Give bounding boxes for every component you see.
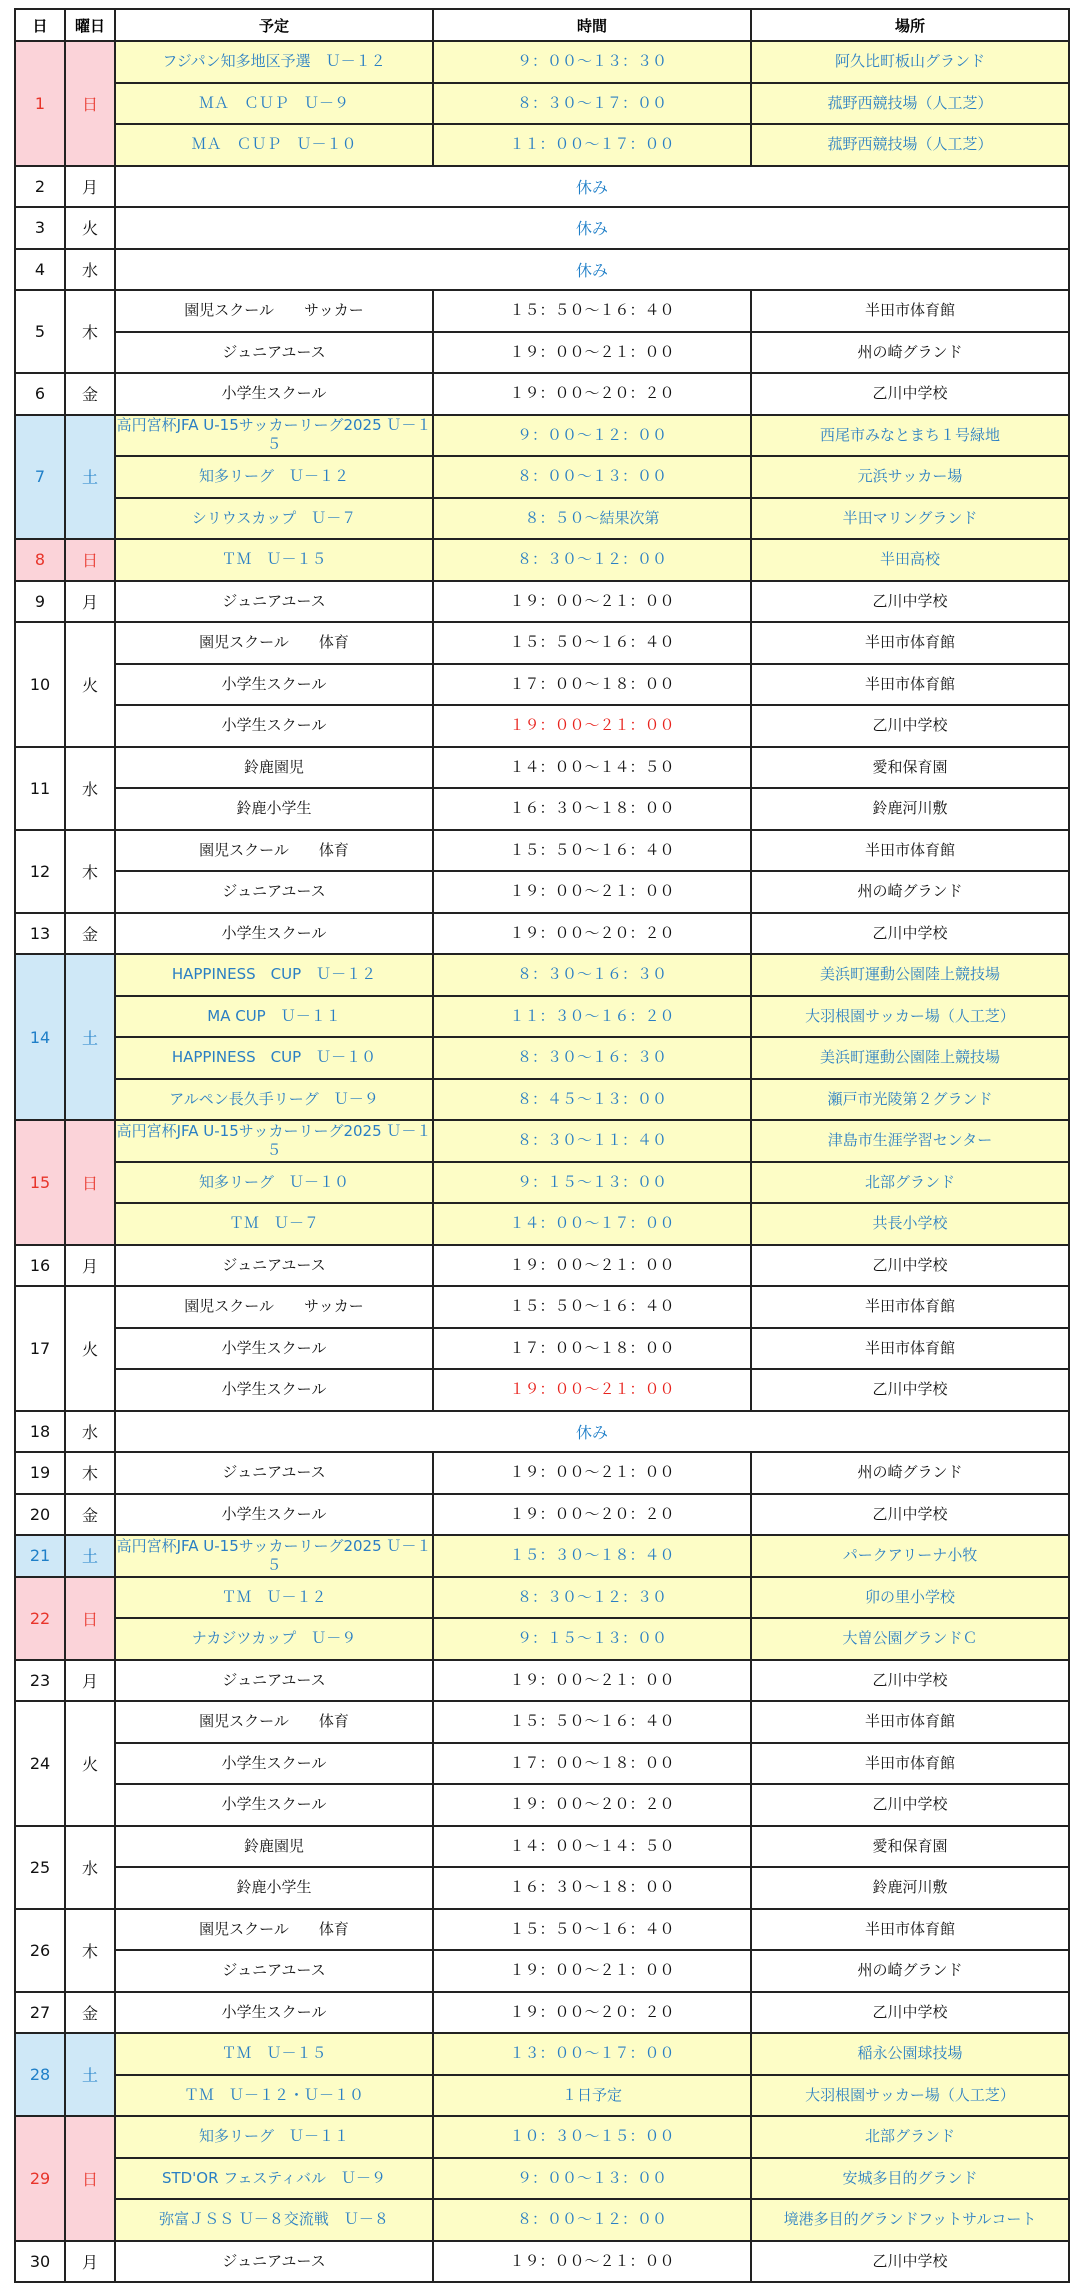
off-day-label: 休み [115, 249, 1069, 291]
day-cell: 19 [15, 1452, 65, 1494]
table-row [15, 1784, 1069, 1826]
place-cell: 半田高校 [751, 539, 1069, 581]
place-cell: 半田市体育館 [751, 1701, 1069, 1743]
table-row [15, 871, 1069, 913]
event-cell: 園児スクール 体育 [115, 1909, 433, 1951]
weekday-cell: 月 [65, 2241, 115, 2283]
day-cell: 14 [15, 954, 65, 1120]
time-cell: ８：００～１２：００ [433, 2199, 751, 2241]
event-cell: ジュニアユース [115, 1660, 433, 1702]
day-cell: 17 [15, 1286, 65, 1411]
event-cell: 知多リーグ Ｕ－１０ [115, 1162, 433, 1204]
place-cell: 津島市生涯学習センター [751, 1120, 1069, 1162]
place-cell: 乙川中学校 [751, 1369, 1069, 1411]
place-cell: 乙川中学校 [751, 1992, 1069, 2034]
event-cell: ＴＭ Ｕ－１５ [115, 2033, 433, 2075]
schedule-body [15, 41, 1069, 2282]
table-row [15, 1618, 1069, 1660]
time-cell: １９：００～２０：２０ [433, 1992, 751, 2034]
place-cell: 鈴鹿河川敷 [751, 1867, 1069, 1909]
time-cell: １５：５０～１６：４０ [433, 290, 751, 332]
weekday-cell: 日 [65, 41, 115, 166]
time-cell: １９：００～２１：００ [433, 705, 751, 747]
time-cell: １９：００～２１：００ [433, 1245, 751, 1287]
table-row [15, 1867, 1069, 1909]
place-cell: 美浜町運動公園陸上競技場 [751, 954, 1069, 996]
time-cell: １７：００～１８：００ [433, 1743, 751, 1785]
place-cell: 西尾市みなとまち１号緑地 [751, 415, 1069, 457]
place-cell: 乙川中学校 [751, 1494, 1069, 1536]
header-place: 場所 [751, 9, 1069, 41]
weekday-cell: 土 [65, 954, 115, 1120]
weekday-cell: 金 [65, 913, 115, 955]
time-cell: １５：５０～１６：４０ [433, 1701, 751, 1743]
time-cell: ９：１５～１３：００ [433, 1618, 751, 1660]
table-row [15, 581, 1069, 623]
day-cell: 11 [15, 747, 65, 830]
event-cell: 小学生スクール [115, 1494, 433, 1536]
event-cell: アルペン長久手リーグ Ｕ－９ [115, 1079, 433, 1121]
day-cell: 12 [15, 830, 65, 913]
event-cell: STD'OR フェスティバル Ｕ－９ [115, 2158, 433, 2200]
table-row [15, 1909, 1069, 1951]
table-row [15, 2241, 1069, 2283]
time-cell: ８：３０～１２：３０ [433, 1577, 751, 1619]
event-cell: 小学生スクール [115, 1784, 433, 1826]
header-row [15, 9, 1069, 41]
weekday-cell: 月 [65, 1660, 115, 1702]
event-cell: 小学生スクール [115, 913, 433, 955]
place-cell: 大羽根園サッカー場（人工芝） [751, 996, 1069, 1038]
table-row [15, 954, 1069, 996]
place-cell: 阿久比町板山グランド [751, 41, 1069, 83]
event-cell: 園児スクール 体育 [115, 622, 433, 664]
table-row [15, 373, 1069, 415]
table-row [15, 498, 1069, 540]
place-cell: 共長小学校 [751, 1203, 1069, 1245]
table-row [15, 1992, 1069, 2034]
place-cell: 乙川中学校 [751, 1245, 1069, 1287]
time-cell: １日予定 [433, 2075, 751, 2117]
table-row [15, 1452, 1069, 1494]
place-cell: 元浜サッカー場 [751, 456, 1069, 498]
event-cell: ナカジツカップ Ｕ－９ [115, 1618, 433, 1660]
table-row [15, 705, 1069, 747]
time-cell: １５：３０～１８：４０ [433, 1535, 751, 1577]
place-cell: 北部グランド [751, 1162, 1069, 1204]
place-cell: 大羽根園サッカー場（人工芝） [751, 2075, 1069, 2117]
weekday-cell: 火 [65, 1286, 115, 1411]
time-cell: １９：００～２１：００ [433, 1452, 751, 1494]
time-cell: １５：５０～１６：４０ [433, 1909, 751, 1951]
place-cell: 瀬戸市光陵第２グランド [751, 1079, 1069, 1121]
event-cell: 高円宮杯JFA U-15サッカーリーグ2025 Ｕ－１５ [115, 1535, 433, 1577]
place-cell: 州の崎グランド [751, 1452, 1069, 1494]
place-cell: 乙川中学校 [751, 913, 1069, 955]
event-cell: 園児スクール サッカー [115, 290, 433, 332]
time-cell: １９：００～２１：００ [433, 1369, 751, 1411]
header-time: 時間 [433, 9, 751, 41]
table-row [15, 1577, 1069, 1619]
time-cell: ８：００～１３：００ [433, 456, 751, 498]
event-cell: ジュニアユース [115, 2241, 433, 2283]
place-cell: 愛和保育園 [751, 747, 1069, 789]
place-cell: 州の崎グランド [751, 871, 1069, 913]
time-cell: １０：３０～１５：００ [433, 2116, 751, 2158]
table-row [15, 41, 1069, 83]
schedule-table [14, 8, 1070, 2283]
event-cell: 高円宮杯JFA U-15サッカーリーグ2025 Ｕ－１５ [115, 1120, 433, 1162]
weekday-cell: 火 [65, 207, 115, 249]
place-cell: 鈴鹿河川敷 [751, 788, 1069, 830]
weekday-cell: 火 [65, 622, 115, 747]
place-cell: 境港多目的グランドフットサルコート [751, 2199, 1069, 2241]
day-cell: 28 [15, 2033, 65, 2116]
time-cell: １３：００～１７：００ [433, 2033, 751, 2075]
table-row [15, 290, 1069, 332]
time-cell: ９：００～１２：００ [433, 415, 751, 457]
time-cell: ８：３０～１７：００ [433, 83, 751, 125]
time-cell: ９：１５～１３：００ [433, 1162, 751, 1204]
table-row [15, 1328, 1069, 1370]
day-cell: 8 [15, 539, 65, 581]
place-cell: パークアリーナ小牧 [751, 1535, 1069, 1577]
day-cell: 13 [15, 913, 65, 955]
event-cell: 鈴鹿園児 [115, 1826, 433, 1868]
weekday-cell: 金 [65, 1992, 115, 2034]
time-cell: １９：００～２０：２０ [433, 913, 751, 955]
table-row [15, 1037, 1069, 1079]
table-row [15, 622, 1069, 664]
weekday-cell: 水 [65, 747, 115, 830]
event-cell: 園児スクール サッカー [115, 1286, 433, 1328]
day-cell: 1 [15, 41, 65, 166]
event-cell: ＴＭ Ｕ－７ [115, 1203, 433, 1245]
table-row [15, 2158, 1069, 2200]
table-row [15, 166, 1069, 208]
place-cell: 半田市体育館 [751, 830, 1069, 872]
event-cell: 鈴鹿園児 [115, 747, 433, 789]
table-row [15, 1826, 1069, 1868]
event-cell: 高円宮杯JFA U-15サッカーリーグ2025 Ｕ－１５ [115, 415, 433, 457]
place-cell: 乙川中学校 [751, 373, 1069, 415]
table-row [15, 2116, 1069, 2158]
table-row [15, 1079, 1069, 1121]
weekday-cell: 水 [65, 1411, 115, 1453]
time-cell: ８：３０～１６：３０ [433, 954, 751, 996]
day-cell: 29 [15, 2116, 65, 2241]
place-cell: 愛和保育園 [751, 1826, 1069, 1868]
table-row [15, 1245, 1069, 1287]
time-cell: ８：５０～結果次第 [433, 498, 751, 540]
event-cell: ＴＭ Ｕ－１５ [115, 539, 433, 581]
table-row [15, 83, 1069, 125]
time-cell: １９：００～２１：００ [433, 1950, 751, 1992]
event-cell: MA CUP Ｕ－１１ [115, 996, 433, 1038]
place-cell: 半田マリングランド [751, 498, 1069, 540]
event-cell: 知多リーグ Ｕ－１１ [115, 2116, 433, 2158]
place-cell: 州の崎グランド [751, 332, 1069, 374]
place-cell: 半田市体育館 [751, 1286, 1069, 1328]
place-cell: 安城多目的グランド [751, 2158, 1069, 2200]
place-cell: 大曽公園グランドＣ [751, 1618, 1069, 1660]
day-cell: 6 [15, 373, 65, 415]
place-cell: 州の崎グランド [751, 1950, 1069, 1992]
table-row [15, 332, 1069, 374]
table-row [15, 1660, 1069, 1702]
event-cell: ＴＭ Ｕ－１２ [115, 1577, 433, 1619]
weekday-cell: 日 [65, 1120, 115, 1245]
weekday-cell: 月 [65, 581, 115, 623]
event-cell: シリウスカップ Ｕ－７ [115, 498, 433, 540]
table-row [15, 1535, 1069, 1577]
place-cell: 乙川中学校 [751, 581, 1069, 623]
time-cell: １１：００～１７：００ [433, 124, 751, 166]
event-cell: ＭＡ ＣＵＰ Ｕ－９ [115, 83, 433, 125]
day-cell: 2 [15, 166, 65, 208]
event-cell: 小学生スクール [115, 664, 433, 706]
day-cell: 3 [15, 207, 65, 249]
weekday-cell: 水 [65, 249, 115, 291]
event-cell: 小学生スクール [115, 1369, 433, 1411]
event-cell: 弥富ＪＳＳ Ｕ－８交流戦 Ｕ－８ [115, 2199, 433, 2241]
header-weekday: 曜日 [65, 9, 115, 41]
table-row [15, 913, 1069, 955]
weekday-cell: 日 [65, 539, 115, 581]
day-cell: 27 [15, 1992, 65, 2034]
weekday-cell: 土 [65, 2033, 115, 2116]
day-cell: 21 [15, 1535, 65, 1577]
day-cell: 24 [15, 1701, 65, 1826]
time-cell: １５：５０～１６：４０ [433, 830, 751, 872]
table-row [15, 1369, 1069, 1411]
time-cell: ８：３０～１１：４０ [433, 1120, 751, 1162]
time-cell: １９：００～２０：２０ [433, 1494, 751, 1536]
event-cell: 小学生スクール [115, 1328, 433, 1370]
time-cell: １９：００～２０：２０ [433, 1784, 751, 1826]
place-cell: 半田市体育館 [751, 290, 1069, 332]
day-cell: 7 [15, 415, 65, 540]
time-cell: １４：００～１４：５０ [433, 1826, 751, 1868]
event-cell: ジュニアユース [115, 581, 433, 623]
header-event: 予定 [115, 9, 433, 41]
day-cell: 5 [15, 290, 65, 373]
day-cell: 9 [15, 581, 65, 623]
table-row [15, 415, 1069, 457]
table-row [15, 1494, 1069, 1536]
time-cell: １９：００～２１：００ [433, 2241, 751, 2283]
time-cell: １９：００～２０：２０ [433, 373, 751, 415]
event-cell: 園児スクール 体育 [115, 1701, 433, 1743]
weekday-cell: 日 [65, 1577, 115, 1660]
event-cell: 小学生スクール [115, 1992, 433, 2034]
event-cell: ジュニアユース [115, 332, 433, 374]
table-row [15, 207, 1069, 249]
table-row [15, 249, 1069, 291]
place-cell: 半田市体育館 [751, 1743, 1069, 1785]
place-cell: 半田市体育館 [751, 622, 1069, 664]
time-cell: １７：００～１８：００ [433, 1328, 751, 1370]
event-cell: 知多リーグ Ｕ－１２ [115, 456, 433, 498]
table-row [15, 1411, 1069, 1453]
place-cell: 稲永公園球技場 [751, 2033, 1069, 2075]
place-cell: 半田市体育館 [751, 1328, 1069, 1370]
weekday-cell: 金 [65, 373, 115, 415]
day-cell: 4 [15, 249, 65, 291]
place-cell: 半田市体育館 [751, 664, 1069, 706]
table-row [15, 2199, 1069, 2241]
table-row [15, 1120, 1069, 1162]
time-cell: １１：３０～１６：２０ [433, 996, 751, 1038]
day-cell: 30 [15, 2241, 65, 2283]
day-cell: 26 [15, 1909, 65, 1992]
event-cell: HAPPINESS CUP Ｕ－１０ [115, 1037, 433, 1079]
table-row [15, 1286, 1069, 1328]
weekday-cell: 木 [65, 830, 115, 913]
event-cell: ジュニアユース [115, 1452, 433, 1494]
time-cell: １４：００～１４：５０ [433, 747, 751, 789]
day-cell: 16 [15, 1245, 65, 1287]
time-cell: １９：００～２１：００ [433, 332, 751, 374]
place-cell: 乙川中学校 [751, 1784, 1069, 1826]
table-row [15, 539, 1069, 581]
day-cell: 10 [15, 622, 65, 747]
place-cell: 北部グランド [751, 2116, 1069, 2158]
day-cell: 20 [15, 1494, 65, 1536]
weekday-cell: 月 [65, 1245, 115, 1287]
weekday-cell: 土 [65, 415, 115, 540]
table-row [15, 1162, 1069, 1204]
event-cell: 小学生スクール [115, 705, 433, 747]
day-cell: 23 [15, 1660, 65, 1702]
place-cell: 卯の里小学校 [751, 1577, 1069, 1619]
weekday-cell: 日 [65, 2116, 115, 2241]
time-cell: ９：００～１３：３０ [433, 41, 751, 83]
table-row [15, 1701, 1069, 1743]
weekday-cell: 月 [65, 166, 115, 208]
place-cell: 乙川中学校 [751, 2241, 1069, 2283]
weekday-cell: 金 [65, 1494, 115, 1536]
table-row [15, 456, 1069, 498]
event-cell: ＭＡ ＣＵＰ Ｕ－１０ [115, 124, 433, 166]
event-cell: ＴＭ Ｕ－１２・Ｕ－１０ [115, 2075, 433, 2117]
day-cell: 22 [15, 1577, 65, 1660]
event-cell: フジパン知多地区予選 Ｕ－１２ [115, 41, 433, 83]
day-cell: 25 [15, 1826, 65, 1909]
table-row [15, 1950, 1069, 1992]
place-cell: 半田市体育館 [751, 1909, 1069, 1951]
event-cell: 鈴鹿小学生 [115, 1867, 433, 1909]
table-row [15, 830, 1069, 872]
time-cell: １６：３０～１８：００ [433, 1867, 751, 1909]
table-row [15, 1203, 1069, 1245]
event-cell: 鈴鹿小学生 [115, 788, 433, 830]
place-cell: 乙川中学校 [751, 1660, 1069, 1702]
time-cell: １６：３０～１８：００ [433, 788, 751, 830]
off-day-label: 休み [115, 166, 1069, 208]
time-cell: １９：００～２１：００ [433, 1660, 751, 1702]
time-cell: ８：３０～１２：００ [433, 539, 751, 581]
day-cell: 18 [15, 1411, 65, 1453]
time-cell: １９：００～２１：００ [433, 581, 751, 623]
place-cell: 乙川中学校 [751, 705, 1069, 747]
header-day: 日 [15, 9, 65, 41]
event-cell: ジュニアユース [115, 871, 433, 913]
time-cell: ９：００～１３：００ [433, 2158, 751, 2200]
event-cell: 小学生スクール [115, 373, 433, 415]
time-cell: ８：４５～１３：００ [433, 1079, 751, 1121]
weekday-cell: 木 [65, 1452, 115, 1494]
table-row [15, 788, 1069, 830]
time-cell: １４：００～１７：００ [433, 1203, 751, 1245]
weekday-cell: 火 [65, 1701, 115, 1826]
time-cell: １５：５０～１６：４０ [433, 1286, 751, 1328]
weekday-cell: 土 [65, 1535, 115, 1577]
event-cell: ジュニアユース [115, 1950, 433, 1992]
table-row [15, 747, 1069, 789]
event-cell: ジュニアユース [115, 1245, 433, 1287]
day-cell: 15 [15, 1120, 65, 1245]
event-cell: 小学生スクール [115, 1743, 433, 1785]
table-row [15, 2033, 1069, 2075]
off-day-label: 休み [115, 207, 1069, 249]
weekday-cell: 木 [65, 1909, 115, 1992]
table-row [15, 664, 1069, 706]
table-row [15, 124, 1069, 166]
time-cell: １９：００～２１：００ [433, 871, 751, 913]
event-cell: 園児スクール 体育 [115, 830, 433, 872]
table-row [15, 2075, 1069, 2117]
weekday-cell: 水 [65, 1826, 115, 1909]
off-day-label: 休み [115, 1411, 1069, 1453]
table-row [15, 1743, 1069, 1785]
event-cell: HAPPINESS CUP Ｕ－１２ [115, 954, 433, 996]
place-cell: 菰野西競技場（人工芝） [751, 83, 1069, 125]
time-cell: １５：５０～１６：４０ [433, 622, 751, 664]
weekday-cell: 木 [65, 290, 115, 373]
time-cell: ８：３０～１６：３０ [433, 1037, 751, 1079]
time-cell: １７：００～１８：００ [433, 664, 751, 706]
place-cell: 美浜町運動公園陸上競技場 [751, 1037, 1069, 1079]
place-cell: 菰野西競技場（人工芝） [751, 124, 1069, 166]
table-row [15, 996, 1069, 1038]
